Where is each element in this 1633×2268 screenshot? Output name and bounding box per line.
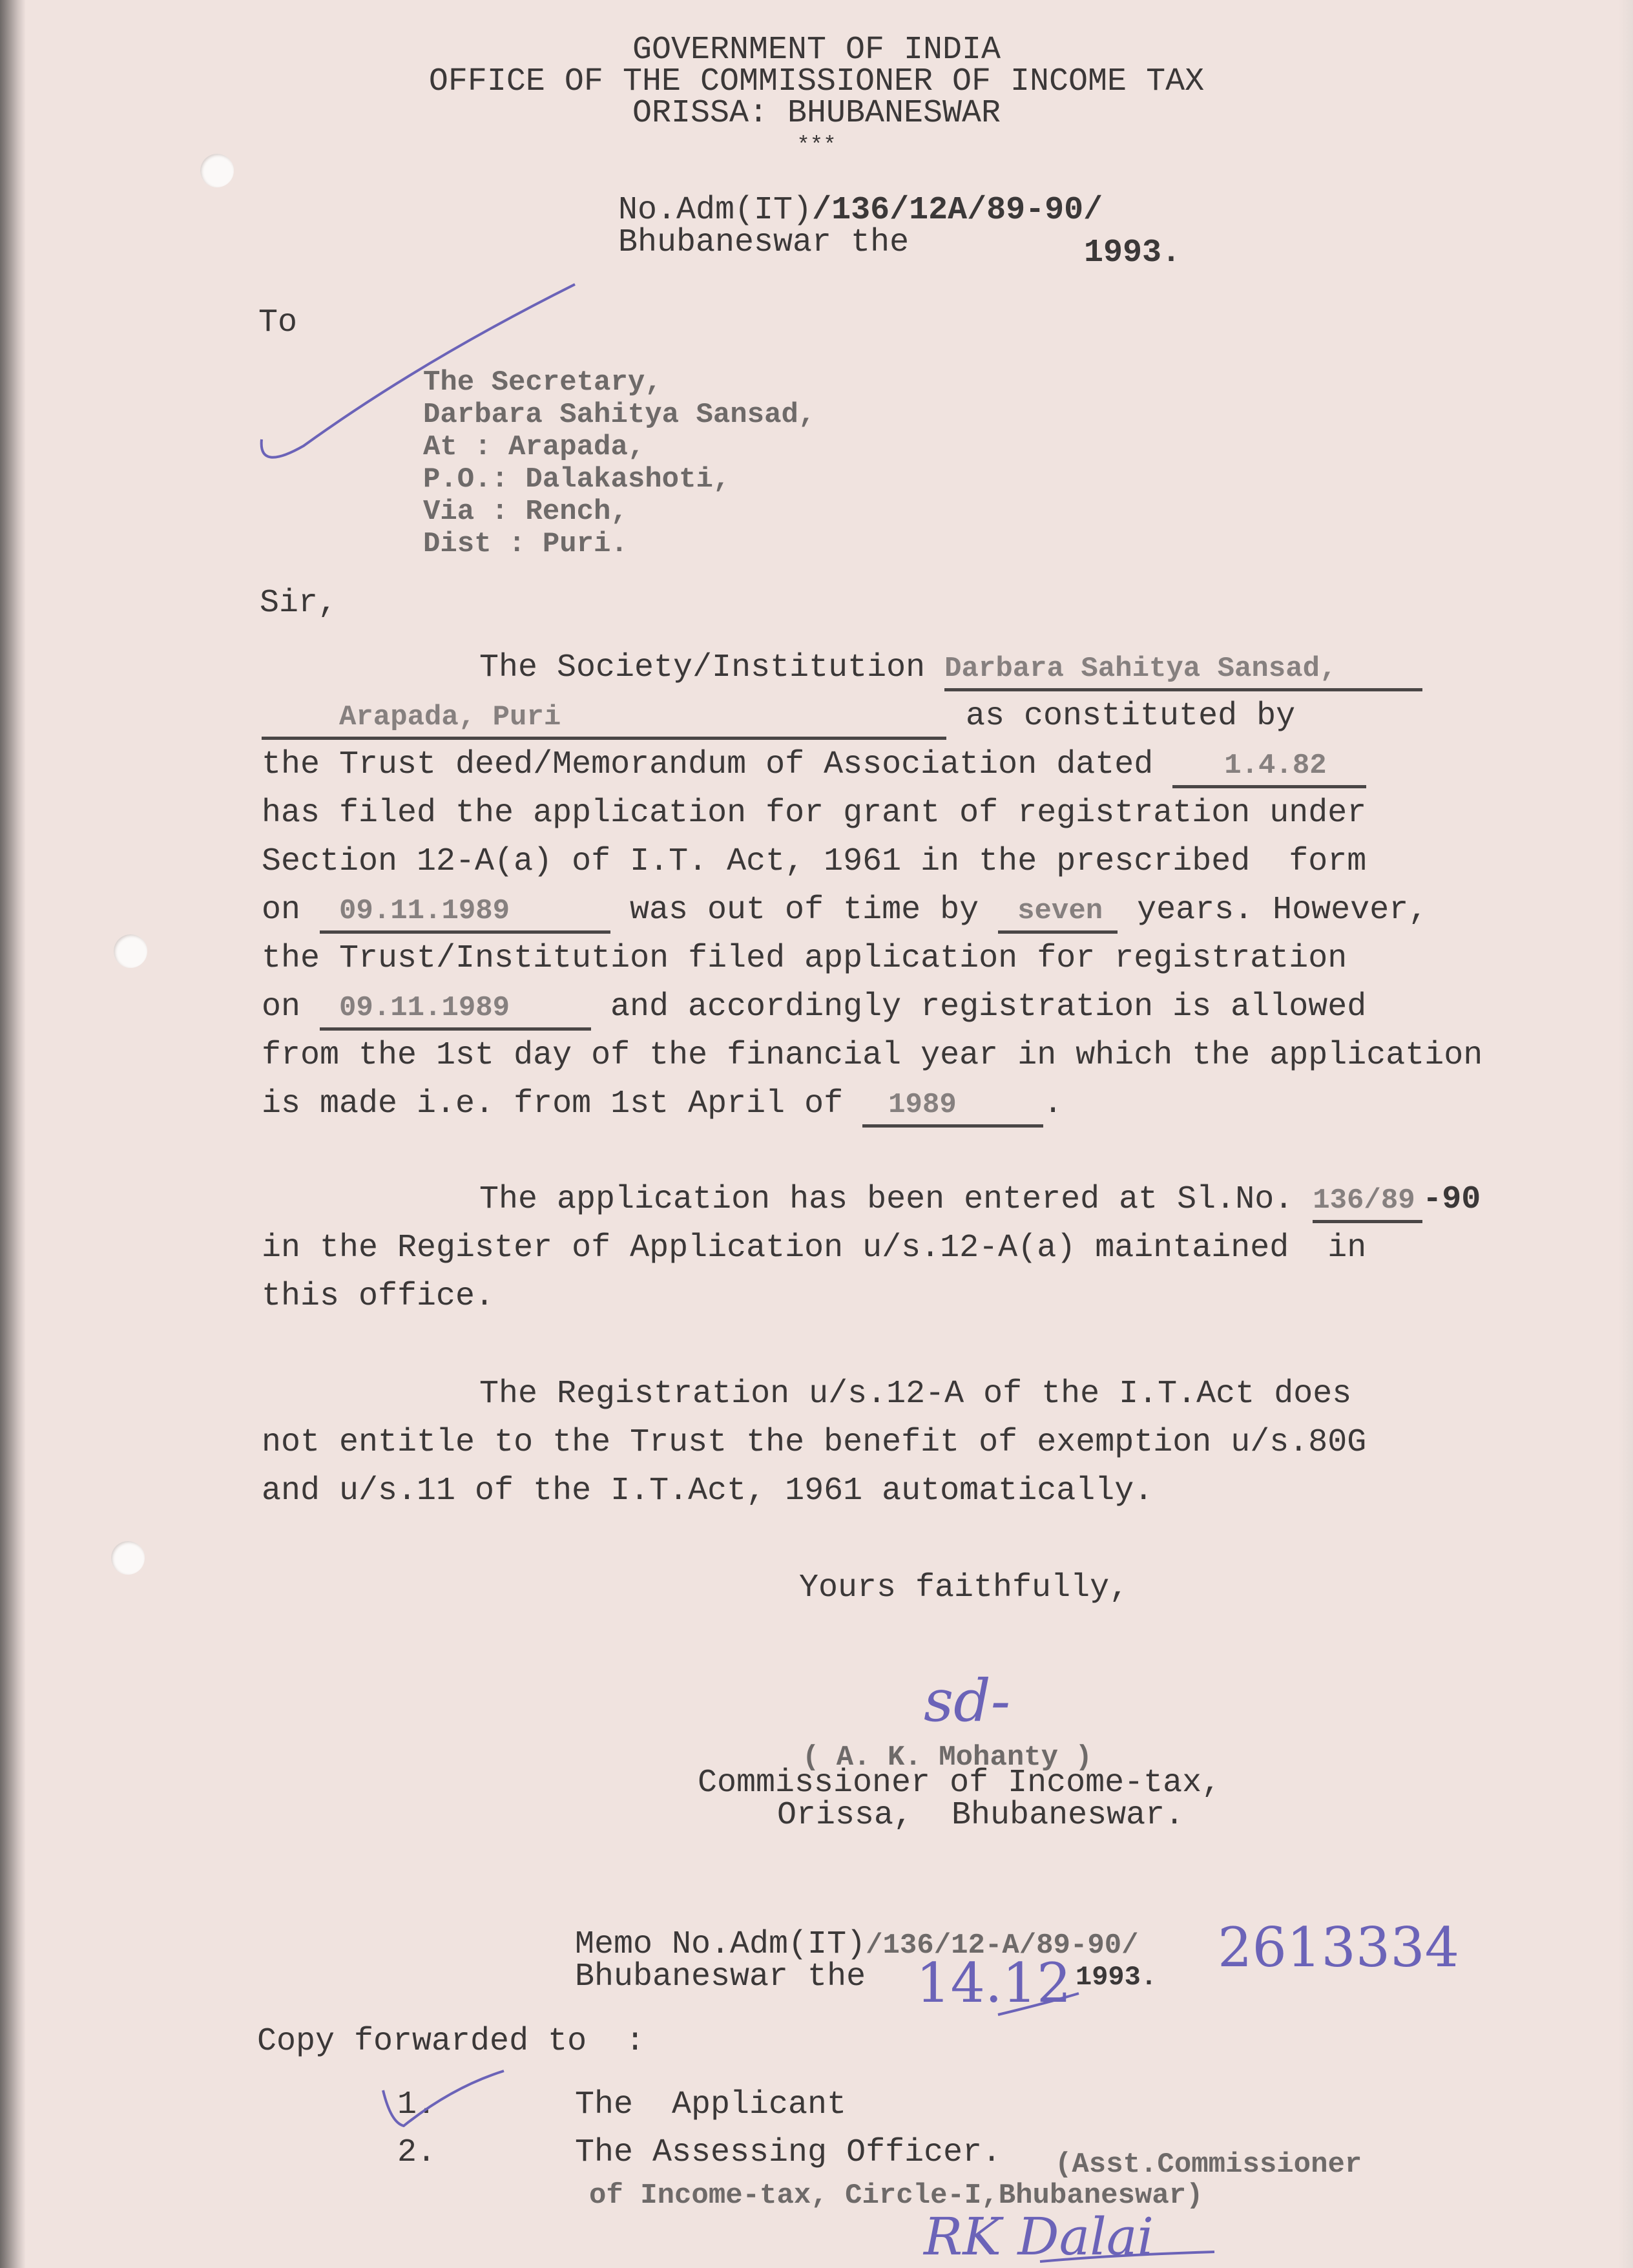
copy-item-number: 2. — [397, 2134, 437, 2171]
header-line-1: GOVERNMENT OF INDIA — [632, 32, 1001, 68]
text: was out of time by — [610, 892, 999, 929]
salutation: Sir, — [260, 585, 338, 622]
text: -90 — [1422, 1181, 1481, 1218]
yours-faithfully: Yours faithfully, — [799, 1570, 1129, 1606]
from-year-field: 1989 — [862, 1086, 1043, 1128]
signatory-place: Orissa, Bhubaneswar. — [777, 1797, 1185, 1834]
para3-line1: The Registration u/s.12-A of the I.T.Act does — [479, 1376, 1352, 1412]
filed-date-field: 09.11.1989 — [320, 892, 610, 934]
copy-forwarded-heading: Copy forwarded to : — [257, 2023, 645, 2060]
address-line: P.O.: Dalakashoti, — [423, 463, 731, 496]
copy-item-number: 1. — [397, 2086, 437, 2123]
text: and accordingly registration is allowed — [591, 989, 1367, 1025]
para1-line9: from the 1st day of the financial year in which the application — [262, 1037, 1483, 1074]
text: as constituted by — [946, 698, 1296, 735]
para1-line5: Section 12-A(a) of I.T. Act, 1961 in the prescribed form — [262, 843, 1367, 880]
signature-underline-icon — [1040, 2252, 1214, 2262]
signatory-title: Commissioner of Income-tax, — [698, 1765, 1222, 1801]
handwritten-sd: sd- — [924, 1667, 1011, 1735]
handwritten-memo-date: 14.12 — [916, 1951, 1072, 2015]
para3-line2: not entitle to the Trust the benefit of exemption u/s.80G — [262, 1424, 1367, 1461]
header-stars: *** — [796, 134, 837, 158]
institution-place-field: Arapada, Puri — [262, 698, 946, 740]
check-mark-icon — [383, 2071, 504, 2126]
signatory-name: ( A. K. Mohanty ) — [802, 1741, 1092, 1774]
address-line: The Secretary, — [423, 366, 662, 399]
pen-underline-icon — [998, 1993, 1079, 2015]
ref-number: /136/12A/89-90/ — [812, 192, 1103, 229]
handwritten-initials: RK Dalai — [924, 2207, 1154, 2267]
text: the Trust deed/Memorandum of Association dated — [262, 746, 1173, 783]
address-line: Via : Rench, — [423, 496, 628, 528]
filed-date-field-2: 09.11.1989 — [320, 989, 591, 1031]
text: The application has been entered at Sl.No. — [479, 1181, 1313, 1218]
address-line: Dist : Puri. — [423, 528, 628, 560]
reference-year: 1993. — [1084, 235, 1181, 271]
deed-date-field: 1.4.82 — [1172, 746, 1366, 788]
delay-years-field: seven — [998, 892, 1118, 934]
reference-place: Bhubaneswar the — [618, 224, 910, 261]
text: on — [262, 892, 320, 929]
text: . — [1043, 1086, 1063, 1122]
copy-item-extra-2: of Income-tax, Circle-I,Bhubaneswar) — [589, 2179, 1203, 2212]
memo-year: 1993. — [1076, 1962, 1158, 1993]
memo-prefix: Memo No.Adm(IT) — [575, 1926, 866, 1963]
para1-line4: has filed the application for grant of registration under — [262, 795, 1367, 832]
copy-item-applicant: The Applicant — [575, 2086, 847, 2123]
text: is made i.e. from 1st April of — [262, 1086, 863, 1122]
copy-item-extra: (Asst.Commissioner — [1055, 2148, 1362, 2181]
handwritten-memo-number: 2613334 — [1218, 1916, 1460, 1979]
header-line-2: OFFICE OF THE COMMISSIONER OF INCOME TAX — [428, 63, 1205, 100]
address-line: Darbara Sahitya Sansad, — [423, 399, 816, 431]
address-line: At : Arapada, — [423, 431, 645, 463]
para2-line2: in the Register of Application u/s.12-A(a) maintained in — [262, 1230, 1367, 1266]
memo-place: Bhubaneswar the — [575, 1958, 866, 1995]
institution-name-field: Darbara Sahitya Sansad, — [944, 649, 1422, 691]
copy-item-assessing-officer: The Assessing Officer. — [575, 2134, 1002, 2171]
para2-line3: this office. — [262, 1278, 495, 1315]
to-label: To — [258, 304, 298, 341]
para1-line7: the Trust/Institution filed application for registration — [262, 940, 1347, 977]
header-line-3: ORISSA: BHUBANESWAR — [632, 95, 1001, 132]
memo-ref: /136/12-A/89-90/ — [866, 1929, 1139, 1962]
ref-prefix: No.Adm(IT) — [618, 192, 813, 229]
text: The Society/Institution — [479, 649, 945, 686]
pen-stroke-icon — [262, 284, 575, 457]
para3-line3: and u/s.11 of the I.T.Act, 1961 automatically. — [262, 1473, 1154, 1509]
serial-number-field: 136/89 — [1313, 1181, 1422, 1223]
text: on — [262, 989, 320, 1025]
text: years. However, — [1118, 892, 1428, 929]
